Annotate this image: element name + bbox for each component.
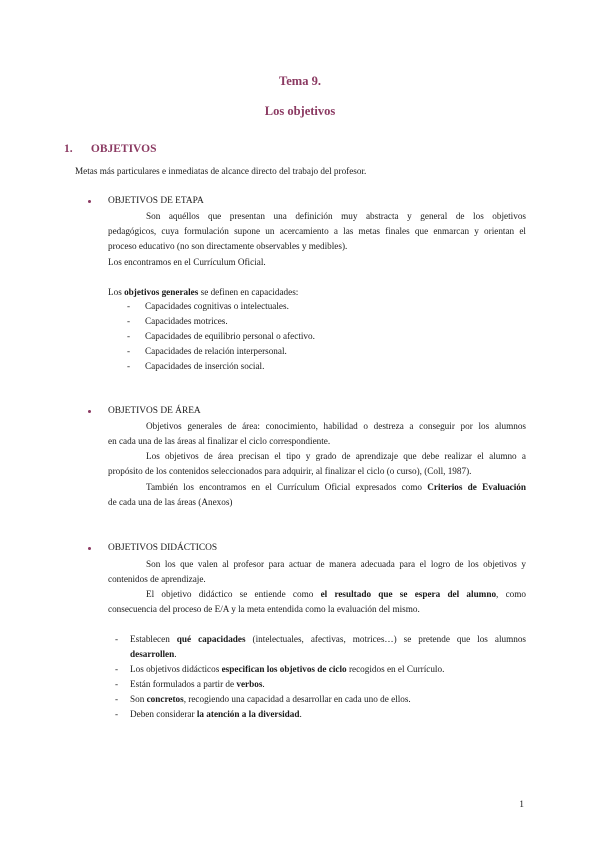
list-item-continuation: desarrollen. [130,649,177,659]
subheading-etapa-label: OBJETIVOS DE ETAPA [108,196,204,206]
list-item: Están formulados a partir de verbos. [130,679,265,689]
list-item: Los objetivos didácticos especifican los objetivos de ciclo recogidos en el Currículo. [130,664,445,674]
dash-marker: - [115,679,119,689]
area-paragraph-line: propósito de los contenidos seleccionados para adquirir, al finalizar el ciclo (o curso), (Coll, 1987). [108,466,472,476]
subheading-area-label: OBJETIVOS DE ÁREA [108,406,201,416]
dash-marker: - [115,709,119,719]
bullet-dot-icon [88,547,91,550]
section-number: 1. [64,143,73,155]
section-intro: Metas más particulares e inmediatas de alcance directo del trabajo del profesor. [75,166,367,176]
area-paragraph-line: Objetivos generales de área: conocimiento, habilidad o destreza a conseguir por los alumnos [146,421,526,431]
section-title: OBJETIVOS [90,143,157,155]
subheading-didacticos-label: OBJETIVOS DIDÁCTICOS [108,543,218,553]
bullet-dot-icon [88,200,91,203]
list-item: Establecen qué capacidades (intelectuales, afectivas, motrices…) se pretende que los alumnos [130,634,526,644]
area-paragraph-line: Los objetivos de área precisan el tipo y grado de aprendizaje que debe realizar el alumno a [146,451,526,461]
page-number: 1 [519,800,524,810]
page-subtitle: Los objetivos [264,104,336,118]
page-title: Tema 9. [279,74,321,88]
dash-marker: - [115,664,119,674]
didacticos-paragraph-line: Son los que valen al profesor para actuar de manera adecuada para el logro de los objetivos y [146,559,526,569]
etapa-paragraph-line: Son aquéllos que presentan una definición muy abstracta y general de los objetivos [146,211,526,221]
area-paragraph-line: de cada una de las áreas (Anexos) [108,497,233,507]
area-paragraph-line: También los encontramos en el Currículum Oficial expresados como Criterios de Evaluación [146,482,527,492]
list-item: Son concretos, recogiendo una capacidad a desarrollar en cada uno de ellos. [130,694,411,704]
didacticos-paragraph-line: contenidos de aprendizaje. [108,574,206,584]
dash-marker: - [115,634,119,644]
document-page: Tema 9. Los objetivos 1. OBJETIVOS Metas más particulares e inmediatas de alcance directo del trabajo del profesor. OBJETIVOS DE ETAPA Son aquéllos que presentan una definición muy abstracta y general de los objetivos pedagógicos, cuya formulación supone un acercamiento a las metas finales que enmarcan y orientan el proceso educativo (no son directamente observables y medibles). Los encontramos en el Currículum Oficial. Los objetivos generales se definen en capacidades: - Capacidades cognitivas o intelectuales. - Capacidades motrices. - Capacidades de equilibrio personal o afectivo. - Capacidades de relación interpersonal. - Capacidades de inserción social. OBJETIVOS DE ÁREA Objetivos generales de área: conocimiento, habilidad o destreza a conseguir por los alumnos en cada una de las áreas al finalizar el ciclo correspondiente. Los objetivos de área precisan el tipo y grado de aprendizaje que debe realizar el alumno a propósito de los contenidos seleccionados para adquirir, al finalizar el ciclo (o curso), (Coll, 1987). También los encontramos en el Currículum Oficial expresados como Criterios de Evaluación de cada una de las áreas (Anexos) OBJETIVOS DIDÁCTICOS Son los que valen al profesor para actuar de manera adecuada para el logro de los objetivos y contenidos de aprendizaje. El objetivo didáctico se entiende como el resultado que se espera del alumno, como consecuencia del proceso de E/A y la meta entendida como la evaluación del mismo. - Establecen qué capacidades (intelectuales, afectivas, motrices…) se pretende que los alumnos desarrollen. - Los objetivos didácticos especifican los objetivos de ciclo recogidos en el Currículo. - Están formulados a partir de verbos. - Son concretos, recogiendo una capacidad a desarrollar en cada uno de ellos. - Deben considerar la atención a la diversidad. 1 [0,0,600,848]
bullet-dot-icon [88,410,91,413]
etapa-capacities-intro: Los objetivos generales se definen en capacidades: [108,287,299,297]
etapa-source-line: Los encontramos en el Currículum Oficial. [108,257,266,267]
didacticos-paragraph-line: consecuencia del proceso de E/A y la meta entendida como la evaluación del mismo. [108,604,420,614]
area-paragraph-line: en cada una de las áreas al finalizar el ciclo correspondiente. [108,436,331,446]
dash-marker: - [115,694,119,704]
didacticos-paragraph-line: El objetivo didáctico se entiende como el resultado que se espera del alumno, como [146,589,526,599]
list-item: Deben considerar la atención a la diversidad. [130,709,302,719]
etapa-paragraph-line: proceso educativo (no son directamente observables y medibles). [108,241,348,251]
etapa-paragraph-line: pedagógicos, cuya formulación supone un acercamiento a las metas finales que enmarcan y orientan el [108,226,526,236]
section-heading [64,143,156,155]
